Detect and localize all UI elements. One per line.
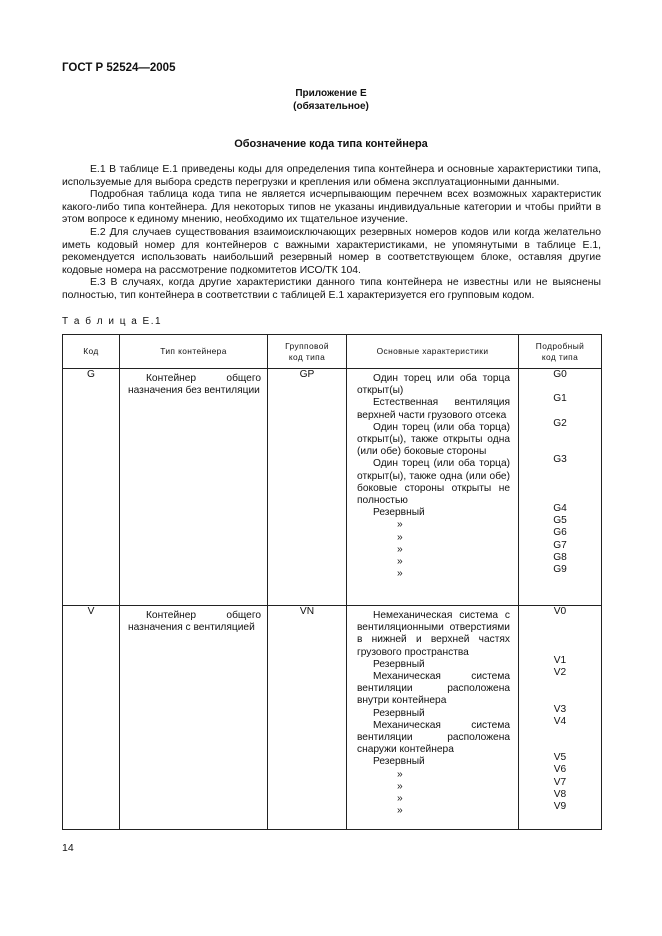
ditto-mark: »	[397, 543, 403, 555]
detail-code: G7	[553, 539, 567, 551]
header-group-line1: Групповой	[285, 340, 329, 351]
row-type: Контейнер общего назначения без вентиляции	[128, 373, 261, 397]
ditto-mark: »	[397, 519, 403, 531]
header-detail-line2: код типа	[541, 351, 579, 362]
paragraph-e2: Е.2 Для случаев существования взаимоисключающих резервных номеров кодов или когда желательно иметь кодовый номер для контейнеров с важными характеристиками, не упомянутыми в таблице Е.1, рекомендуется использовать наибольший резервный номер в соответствующем блоке, оставляя другие кодовые номера на рассмотрение подкомитетов ИСО/ТК 104.	[62, 226, 601, 276]
detail-code: G4	[553, 503, 567, 515]
row-detail-codes	[519, 369, 602, 606]
header-type: Тип контейнера	[120, 335, 268, 369]
char-item: Один торец или оба торца открыт(ы)	[357, 373, 510, 397]
detail-code: G8	[553, 551, 567, 563]
detail-code: G2	[553, 417, 567, 429]
detail-code: V3	[553, 703, 567, 715]
row-characteristics	[347, 606, 519, 830]
detail-code: V7	[553, 776, 567, 788]
header-detail-line1: Подробный	[535, 340, 585, 351]
row-group-code: GP	[268, 369, 347, 606]
header-detail-code	[519, 335, 602, 369]
table-row	[63, 606, 602, 830]
row-type-cell	[120, 606, 268, 830]
header-group-line2: код типа	[288, 351, 326, 362]
char-item: Механическая система вентиляции расположена снаружи контейнера	[357, 719, 510, 756]
row-characteristics	[347, 369, 519, 606]
detail-code: V5	[553, 752, 567, 764]
appendix-status: (обязательное)	[293, 101, 369, 112]
detail-code: V6	[553, 764, 567, 776]
header-group-code	[268, 335, 347, 369]
char-item: Механическая система вентиляции расположена внутри контейнера	[357, 671, 510, 707]
document-header: ГОСТ Р 52524—2005	[62, 62, 176, 74]
table-row	[63, 369, 602, 606]
char-item: Резервный	[373, 658, 425, 670]
paragraph-e1-note: Подробная таблица кода типа не является исчерпывающим перечнем всех возможных характеристик какого-либо типа контейнера. Для некоторых типов не указаны индивидуальные категории и чтобы прийти в этом вопросе к единому мнению, необходимо их тщательное изучение.	[62, 189, 601, 226]
type-code-table	[62, 334, 602, 830]
appendix-title: Приложение Е	[295, 88, 367, 99]
detail-code: G6	[553, 527, 567, 539]
char-item: Один торец (или оба торца) открыт(ы), также открыты одна (или обе) боковые стороны	[357, 421, 510, 458]
table-header-row	[63, 335, 602, 369]
ditto-mark: »	[397, 568, 403, 580]
ditto-mark: »	[397, 768, 403, 780]
row-code: G	[63, 369, 120, 606]
header-code: Код	[63, 335, 120, 369]
section-title: Обозначение кода типа контейнера	[234, 138, 428, 150]
body-text	[62, 164, 601, 303]
ditto-mark: »	[397, 793, 403, 805]
ditto-mark: »	[397, 531, 403, 543]
char-item: Резервный	[373, 507, 425, 519]
ditto-mark: »	[397, 780, 403, 792]
char-item: Один торец (или оба торца) открыт(ы), также одна (или обе) боковые стороны открыты не полностью	[357, 458, 510, 507]
paragraph-e3: Е.3 В случаях, когда другие характеристики данного типа контейнера не известны или не выяснены полностью, тип контейнера в соответствии с таблицей Е.1 характеризуется его групповым кодом.	[62, 277, 601, 301]
detail-code: G5	[553, 515, 567, 527]
detail-code: V2	[553, 666, 567, 678]
char-item: Немеханическая система с вентиляционными отверстиями в нижней и верхней частях грузового пространства	[357, 610, 510, 658]
page-number: 14	[62, 842, 74, 854]
row-detail-codes	[519, 606, 602, 830]
row-type-cell	[120, 369, 268, 606]
row-type: Контейнер общего назначения с вентиляцией	[128, 610, 261, 634]
header-characteristics: Основные характеристики	[347, 335, 519, 369]
detail-code: G3	[553, 454, 567, 466]
detail-code: V8	[553, 788, 567, 800]
detail-code: G0	[553, 369, 567, 380]
table-caption: Т а б л и ц а Е.1	[62, 316, 163, 327]
ditto-mark: »	[397, 805, 403, 817]
row-group-code: VN	[268, 606, 347, 830]
detail-code: V1	[553, 654, 567, 666]
detail-code: V0	[553, 606, 567, 617]
row-code: V	[63, 606, 120, 830]
detail-code: V9	[553, 801, 567, 812]
char-item: Резервный	[373, 756, 425, 768]
paragraph-e1: Е.1 В таблице Е.1 приведены коды для определения типа контейнера и основные характеристики типа, используемые для выбора средств перегрузки и крепления или обмена эксплуатационными данными.	[62, 164, 601, 188]
ditto-mark: »	[397, 556, 403, 568]
char-item: Резервный	[373, 707, 425, 719]
detail-code: G9	[553, 564, 567, 575]
detail-code: G1	[553, 393, 567, 405]
detail-code: V4	[553, 715, 567, 727]
char-item: Естественная вентиляция верхней части грузового отсека	[357, 397, 510, 421]
